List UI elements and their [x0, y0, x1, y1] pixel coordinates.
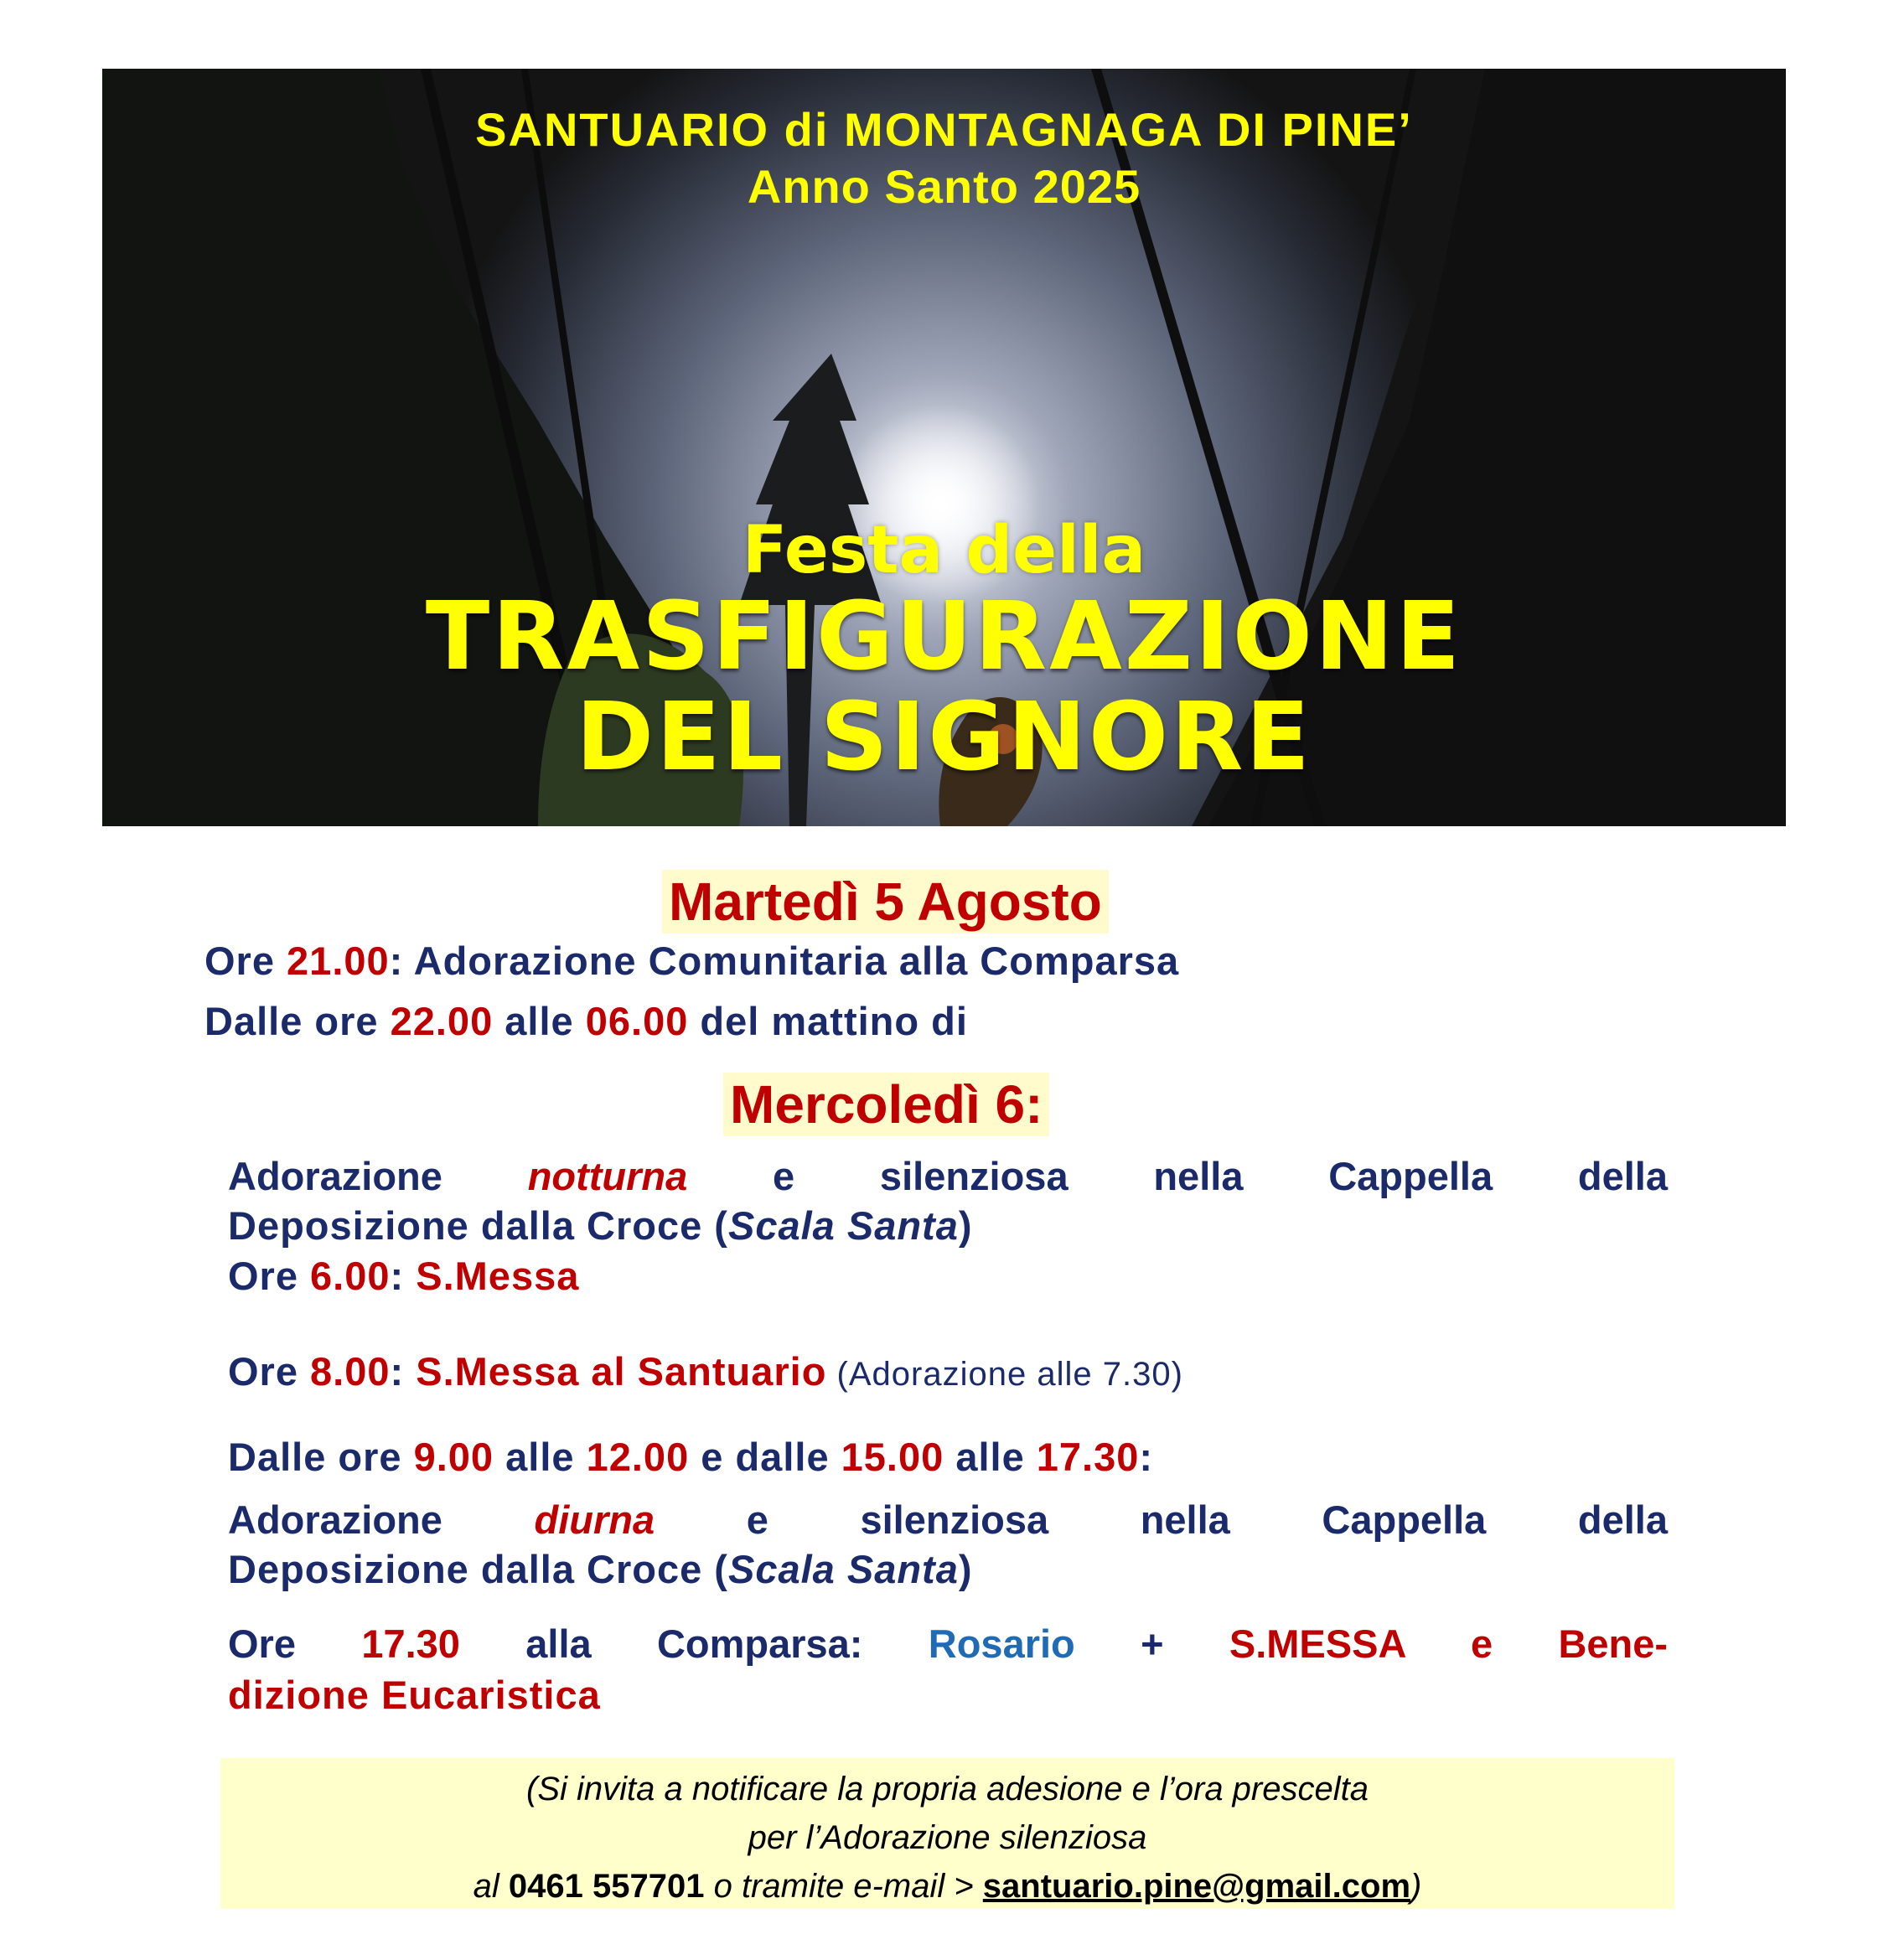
tuesday-line-1 — [204, 937, 1179, 985]
day-adoration-line-2 — [228, 1545, 973, 1594]
sanctuary-name: SANTUARIO di MONTAGNAGA DI PINE’ — [475, 103, 1413, 156]
day-heading-tuesday: Martedì 5 Agosto — [662, 870, 1109, 933]
time: 8.00 — [310, 1349, 391, 1394]
event: S.Messa — [416, 1254, 580, 1298]
event: S.Messa al Santuario — [416, 1349, 827, 1394]
night-adoration-line-1 — [228, 1151, 1668, 1202]
rsvp-note — [220, 1758, 1674, 1909]
time: 22.00 — [390, 999, 494, 1043]
jubilee-year: Anno Santo 2025 — [747, 160, 1141, 213]
text: del mattino di — [688, 999, 968, 1043]
evening-line-2: dizione Eucaristica — [228, 1673, 601, 1717]
time: 9.00 — [413, 1435, 494, 1479]
note-line-1: (Si invita a notificare la propria adesione e l’ora prescelta — [526, 1771, 1369, 1807]
emphasis: diurna — [534, 1497, 655, 1542]
text: Ore — [228, 1254, 311, 1298]
festa-subtitle: Festa della — [742, 513, 1146, 588]
text: alle — [493, 999, 586, 1043]
time: 17.30 — [361, 1621, 460, 1666]
phone-number[interactable]: 0461 557701 — [508, 1868, 705, 1905]
text: Adorazione — [228, 1154, 442, 1198]
evening-line-1 — [228, 1619, 1668, 1669]
event: S.MESSA — [1229, 1621, 1405, 1666]
hero-banner — [102, 69, 1786, 826]
text: ) — [958, 1547, 973, 1591]
text: o tramite e-mail > — [704, 1868, 983, 1905]
text: : — [1139, 1435, 1154, 1479]
text: e silenziosa nella — [746, 1497, 1230, 1542]
time: 17.30 — [1036, 1435, 1140, 1479]
time: 21.00 — [287, 939, 390, 983]
text: : — [390, 1349, 417, 1394]
note-line-2: per l’Adorazione silenziosa — [748, 1819, 1147, 1856]
text: alla Comparsa: — [525, 1621, 863, 1666]
day-hours — [228, 1433, 1153, 1482]
text: Ore — [228, 1349, 311, 1394]
text: e — [1470, 1621, 1493, 1666]
text: : Adorazione Comunitaria alla Comparsa — [389, 939, 1180, 983]
text: e dalle — [689, 1435, 841, 1479]
text: Cappella della — [1322, 1497, 1668, 1542]
plus: + — [1141, 1621, 1164, 1666]
rosary: Rosario — [928, 1621, 1075, 1666]
title-line-2: DEL SIGNORE — [576, 683, 1312, 792]
text: e silenziosa nella — [773, 1154, 1244, 1198]
text: Cappella della — [1328, 1154, 1668, 1198]
text: alle — [494, 1435, 587, 1479]
emphasis: Scala Santa — [727, 1203, 959, 1248]
day-heading-wednesday: Mercoledì 6: — [723, 1073, 1049, 1136]
text: Ore — [204, 939, 287, 983]
time: 6.00 — [310, 1254, 391, 1298]
text: ) — [958, 1203, 973, 1248]
day-adoration-line-1 — [228, 1495, 1668, 1545]
night-adoration-line-2 — [228, 1202, 973, 1250]
title-line-1: TRASFIGURAZIONE — [425, 582, 1463, 691]
emphasis: Scala Santa — [727, 1547, 959, 1591]
text: Adorazione — [228, 1497, 442, 1542]
emphasis: notturna — [527, 1154, 688, 1198]
time: 06.00 — [585, 999, 689, 1043]
text: ) — [1410, 1868, 1422, 1905]
text: Deposizione dalla Croce ( — [228, 1547, 728, 1591]
text: Ore — [228, 1621, 296, 1666]
mass-8 — [228, 1347, 1183, 1399]
time: 12.00 — [586, 1435, 690, 1479]
text: Deposizione dalla Croce ( — [228, 1203, 728, 1248]
text: Dalle ore — [228, 1435, 414, 1479]
email-link[interactable]: santuario.pine@gmail.com — [982, 1868, 1411, 1905]
note-line-3 — [220, 1862, 1674, 1911]
note: (Adorazione alle 7.30) — [826, 1356, 1183, 1393]
text: : — [390, 1254, 417, 1298]
text: alle — [944, 1435, 1037, 1479]
tuesday-line-2 — [204, 997, 968, 1046]
text: al — [473, 1868, 509, 1905]
text: Dalle ore — [204, 999, 391, 1043]
mass-6 — [228, 1252, 579, 1301]
text: Bene- — [1558, 1621, 1669, 1666]
time: 15.00 — [841, 1435, 944, 1479]
